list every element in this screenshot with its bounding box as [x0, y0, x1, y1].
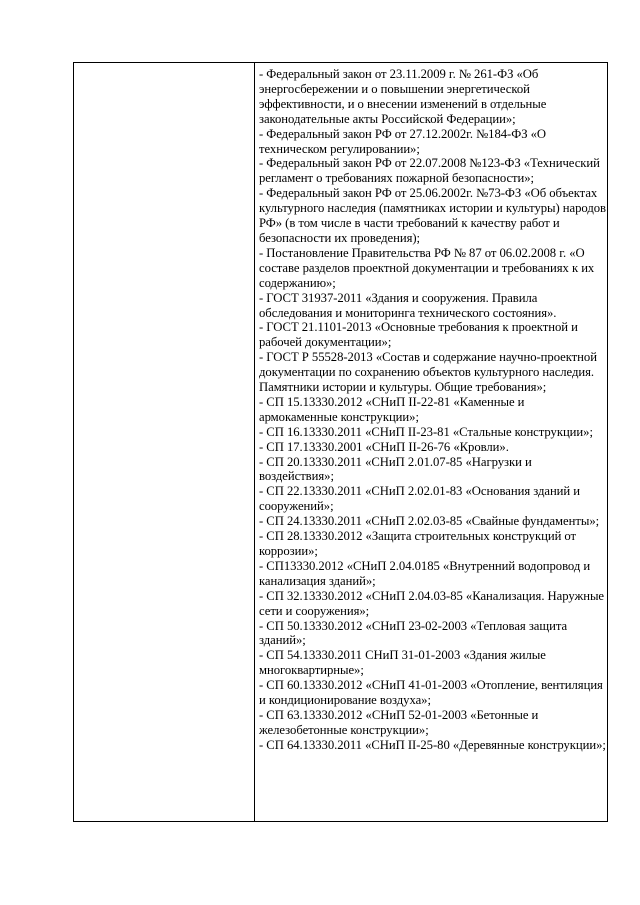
list-item: - СП 15.13330.2012 «СНиП II-22-81 «Каменные и армокаменные конструкции»;	[259, 394, 525, 424]
list-item: - СП 17.13330.2001 «СНиП II-26-76 «Кровли».	[259, 439, 509, 454]
list-item: - ГОСТ 21.1101-2013 «Основные требования к проектной и рабочей документации»;	[259, 320, 578, 350]
column-divider	[254, 63, 255, 821]
list-item: - Федеральный закон РФ от 25.06.2002г. №73-ФЗ «Об объектах культурного наследия (памятниках истории и культуры) народов РФ» (в том числе в части требований к качеству работ и безопасности их проведения);	[259, 186, 606, 245]
list-item: - СП 20.13330.2011 «СНиП 2.01.07-85 «Нагрузки и воздействия»;	[259, 454, 532, 484]
list-item: - СП 60.13330.2012 «СНиП 41-01-2003 «Отопление, вентиляция и кондиционирование воздуха»;	[259, 678, 603, 708]
list-item: - СП 63.13330.2012 «СНиП 52-01-2003 «Бетонные и железобетонные конструкции»;	[259, 707, 539, 737]
list-item: - СП 64.13330.2011 «СНиП II-25-80 «Деревянные конструкции»;	[259, 737, 606, 752]
list-item: - СП 32.13330.2012 «СНиП 2.04.03-85 «Канализация. Наружные сети и сооружения»;	[259, 588, 605, 618]
list-item: - СП 22.13330.2011 «СНиП 2.02.01-83 «Основания зданий и сооружений»;	[259, 484, 581, 514]
list-item: - ГОСТ Р 55528-2013 «Состав и содержание научно-проектной документации по сохранению объектов культурного наследия. Памятники истории и культуры. Общие требования»;	[259, 350, 597, 395]
table-right-cell	[259, 67, 606, 753]
list-item: - СП13330.2012 «СНиП 2.04.0185 «Внутренний водопровод и канализация зданий»;	[259, 558, 591, 588]
list-item: - ГОСТ 31937-2011 «Здания и сооружения. Правила обследования и мониторинга технического состояния».	[259, 290, 557, 320]
list-item: - СП 28.13330.2012 «Защита строительных конструкций от коррозии»;	[259, 529, 577, 558]
document-table	[73, 62, 608, 822]
table-left-cell	[74, 63, 254, 821]
list-item: - СП 50.13330.2012 «СНиП 23-02-2003 «Тепловая защита зданий»;	[259, 618, 568, 648]
list-item: - СП 16.13330.2011 «СНиП II-23-81 «Стальные конструкции»;	[259, 424, 593, 439]
list-item: - Постановление Правительства РФ № 87 от 06.02.2008 г. «О составе разделов проектной документации и требованиях к их содержанию»;	[259, 245, 595, 290]
list-item: - СП 24.13330.2011 «СНиП 2.02.03-85 «Свайные фундаменты»;	[259, 514, 600, 529]
list-item: - Федеральный закон от 23.11.2009 г. № 261-ФЗ «Об энергосбережении и о повышении энергетической эффективности, и о внесении изменений в отдельные законодательные акты Российской Федерации»;	[259, 67, 547, 126]
list-item: - Федеральный закон РФ от 22.07.2008 №123-ФЗ «Технический регламент о требованиях пожарной безопасности»;	[259, 156, 600, 186]
list-item: - Федеральный закон РФ от 27.12.2002г. №184-ФЗ «О техническом регулировании»;	[259, 126, 547, 156]
list-item: - СП 54.13330.2011 СНиП 31-01-2003 «Здания жилые многоквартирные»;	[259, 648, 546, 678]
